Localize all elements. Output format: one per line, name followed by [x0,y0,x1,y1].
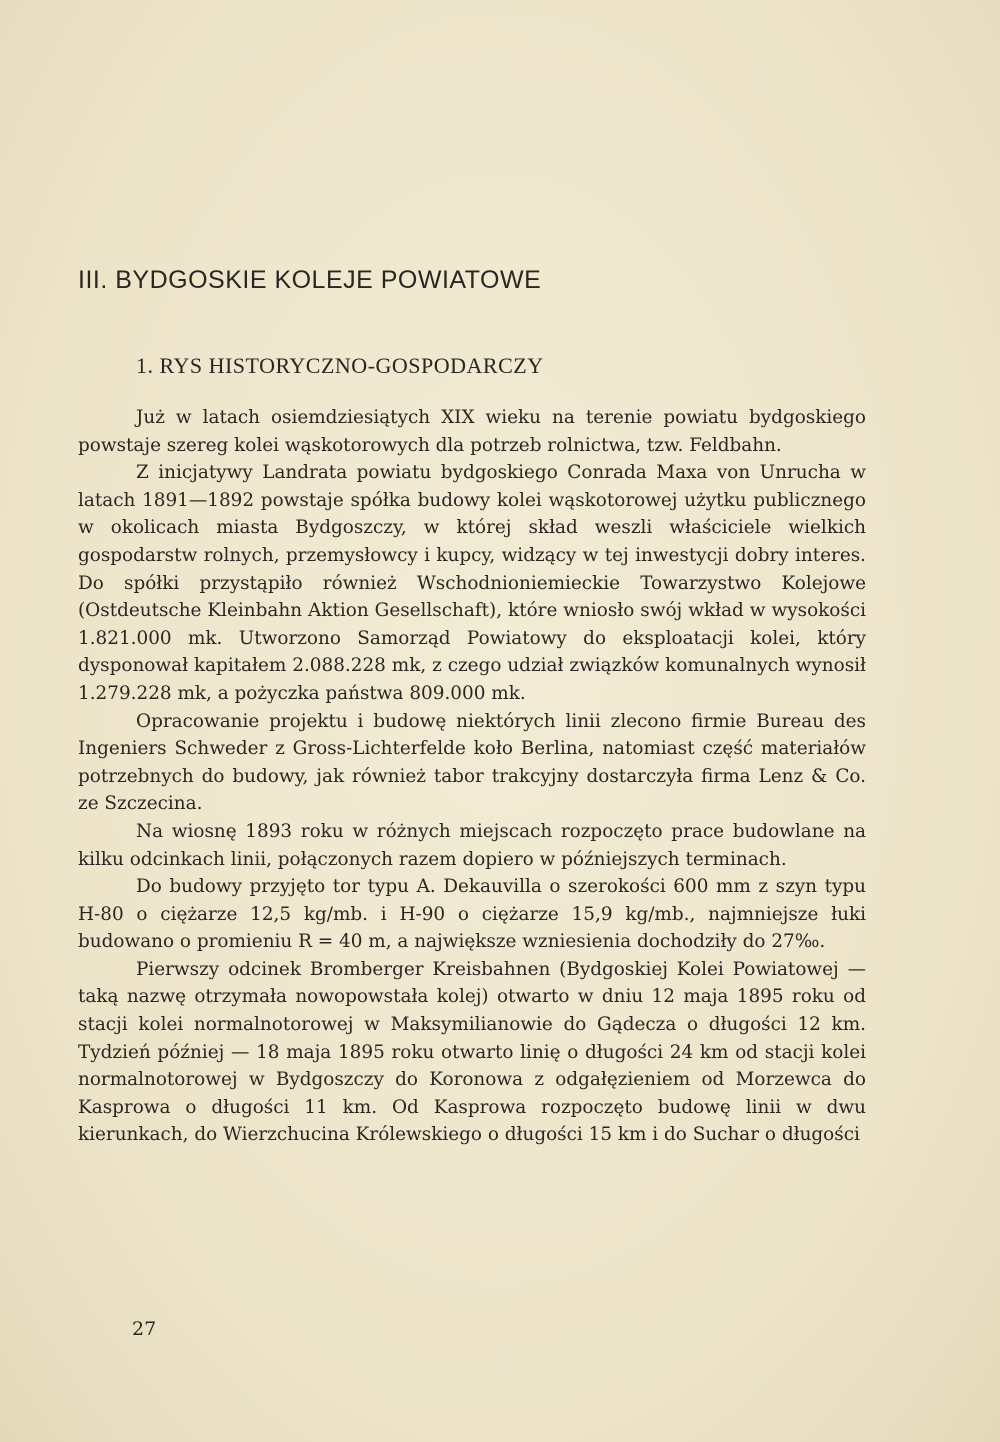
section-title: 1. RYS HISTORYCZNO-GOSPODARCZY [136,353,544,378]
paragraph: Do budowy przyjęto tor typu A. Dekauvilla o szerokości 600 mm z szyn typu H-80 o ciężarze 12,5 kg/mb. i H-90 o ciężarze 15,9 kg/mb., najmniejsze łuki budowano o promieniu R = 40 m, a największe wzniesienia dochodziły do 27‰. [78,876,866,953]
page-number: 27 [132,1318,157,1340]
body-text [78,404,866,1149]
paragraph: Pierwszy odcinek Bromberger Kreisbahnen (Bydgoskiej Kolei Powiatowej — taką nazwę otrzymała nowopowstała kolej) otwarto w dniu 12 maja 1895 roku od stacji kolei normalnotorowej w Maksymilianowie do Gądecza o długości 12 km. Tydzień później — 18 maja 1895 roku otwarto linię o długości 24 km od stacji kolei normalnotorowej w Bydgoszczy do Koronowa z odgałęzieniem od Morzewca do Kasprowa o długości 11 km. Od Kasprowa rozpoczęto budowę linii w dwu kierunkach, do Wierzchucina Królewskiego o długości 15 km i do Suchar o długości [78,958,866,1146]
paragraph: Z inicjatywy Landrata powiatu bydgoskiego Conrada Maxa von Unrucha w latach 1891—1892 powstaje spółka budowy kolei wąskotorowej użytku publicznego w okolicach miasta Bydgoszczy, w której skład weszli właściciele wielkich gospodarstw rolnych, przemysłowcy i kupcy, widzący w tej inwestycji dobry interes. Do spółki przystąpiło również Wschodnioniemieckie Towarzystwo Kolejowe (Ostdeutsche Kleinbahn Aktion Gesellschaft), które wniosło swój wkład w wysokości 1.821.000 mk. Utworzono Samorząd Powiatowy do eksploatacji kolei, który dysponował kapitałem 2.088.228 mk, z czego udział związków komunalnych wynosił 1.279.228 mk, a pożyczka państwa 809.000 mk. [78,462,866,704]
paragraph: Już w latach osiemdziesiątych XIX wieku na terenie powiatu bydgoskiego powstaje szereg kolei wąskotorowych dla potrzeb rolnictwa, tzw. Feldbahn. [78,407,866,456]
paragraph: Opracowanie projektu i budowę niektórych linii zlecono firmie Bureau des Ingeniers Schweder z Gross-Lichterfelde koło Berlina, natomiast część materiałów potrzebnych do budowy, jak również tabor trakcyjny dostarczyła firma Lenz & Co. ze Szczecina. [78,710,866,815]
paragraph: Na wiosnę 1893 roku w różnych miejscach rozpoczęto prace budowlane na kilku odcinkach linii, połączonych razem dopiero w późniejszych terminach. [78,820,866,870]
chapter-title: III. BYDGOSKIE KOLEJE POWIATOWE [78,266,542,294]
